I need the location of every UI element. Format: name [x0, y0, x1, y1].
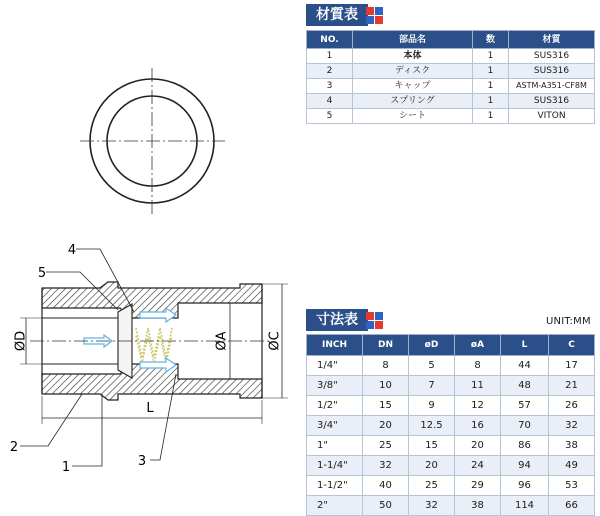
cell-no: 3 — [307, 79, 353, 94]
label-part-1: 1 — [61, 460, 71, 475]
cell-dn: 32 — [363, 456, 409, 476]
cell-l: 96 — [501, 476, 549, 496]
cell-material: SUS316 — [509, 64, 595, 79]
label-part-5: 5 — [37, 266, 47, 281]
materials-title-bar — [306, 4, 368, 26]
materials-title: 材質表 — [306, 4, 368, 26]
accent-square-red-2 — [375, 16, 383, 24]
end-view — [80, 68, 225, 215]
dimensions-title: 寸法表 — [306, 309, 368, 331]
label-part-2: 2 — [9, 440, 19, 455]
cell-qty: 1 — [473, 79, 509, 94]
dimensions-header-dn: DN — [363, 335, 409, 356]
cell-c: 49 — [549, 456, 595, 476]
cell-material: SUS316 — [509, 94, 595, 109]
accent-square-blue-2 — [366, 321, 374, 329]
table-row — [307, 476, 595, 496]
cell-dn: 20 — [363, 416, 409, 436]
cell-no: 2 — [307, 64, 353, 79]
table-row — [307, 496, 595, 516]
cell-od: 25 — [409, 476, 455, 496]
dimensions-title-bar — [306, 309, 368, 331]
accent-square-red — [366, 7, 374, 15]
cell-material: ASTM-A351-CF8M — [509, 79, 595, 94]
cell-dn: 10 — [363, 376, 409, 396]
table-row — [307, 456, 595, 476]
cell-l: 70 — [501, 416, 549, 436]
cell-material: SUS316 — [509, 49, 595, 64]
cell-oa: 20 — [455, 436, 501, 456]
accent-square-blue — [375, 7, 383, 15]
label-dim-l: L — [146, 401, 154, 416]
table-row — [307, 49, 595, 64]
table-row — [307, 109, 595, 124]
label-part-4: 4 — [67, 243, 77, 258]
cell-inch: 1" — [307, 436, 363, 456]
cell-inch: 1-1/2" — [307, 476, 363, 496]
cell-part: 本体 — [353, 49, 473, 64]
cell-inch: 1/2" — [307, 396, 363, 416]
cell-no: 1 — [307, 49, 353, 64]
cell-inch: 3/8" — [307, 376, 363, 396]
cell-oa: 29 — [455, 476, 501, 496]
cell-od: 9 — [409, 396, 455, 416]
unit-label: UNIT:MM — [546, 316, 591, 327]
cell-od: 32 — [409, 496, 455, 516]
cell-l: 86 — [501, 436, 549, 456]
cell-inch: 1/4" — [307, 356, 363, 376]
materials-header-part: 部品名 — [353, 31, 473, 49]
cell-c: 17 — [549, 356, 595, 376]
cell-l: 48 — [501, 376, 549, 396]
accent-square-red — [366, 312, 374, 320]
table-row — [307, 79, 595, 94]
materials-header-qty: 数 — [473, 31, 509, 49]
cell-c: 53 — [549, 476, 595, 496]
cell-oa: 8 — [455, 356, 501, 376]
cell-c: 21 — [549, 376, 595, 396]
dimensions-header-row — [307, 335, 595, 356]
cell-dn: 50 — [363, 496, 409, 516]
cell-c: 66 — [549, 496, 595, 516]
cell-dn: 15 — [363, 396, 409, 416]
cell-od: 12.5 — [409, 416, 455, 436]
accent-square-blue-2 — [366, 16, 374, 24]
cell-qty: 1 — [473, 49, 509, 64]
leader-2 — [20, 394, 82, 446]
cell-l: 44 — [501, 356, 549, 376]
label-dim-d: ØD — [13, 330, 29, 352]
cell-part: スプリング — [353, 94, 473, 109]
table-row — [307, 376, 595, 396]
cell-inch: 2" — [307, 496, 363, 516]
leader-1 — [72, 394, 102, 466]
dimensions-header-oa: øA — [455, 335, 501, 356]
table-row — [307, 356, 595, 376]
cell-qty: 1 — [473, 109, 509, 124]
cell-c: 32 — [549, 416, 595, 436]
cell-oa: 12 — [455, 396, 501, 416]
table-row — [307, 94, 595, 109]
cell-oa: 16 — [455, 416, 501, 436]
cell-oa: 38 — [455, 496, 501, 516]
dimensions-header-l: L — [501, 335, 549, 356]
cell-l: 57 — [501, 396, 549, 416]
cell-od: 7 — [409, 376, 455, 396]
technical-drawing — [0, 0, 300, 509]
cell-inch: 3/4" — [307, 416, 363, 436]
materials-header-material: 材質 — [509, 31, 595, 49]
materials-header-no: NO. — [307, 31, 353, 49]
accent-square-blue — [375, 312, 383, 320]
label-dim-a: ØA — [214, 331, 230, 351]
body-wall-bottom — [42, 364, 262, 400]
table-row — [307, 64, 595, 79]
spring — [136, 328, 172, 358]
label-dim-c: ØC — [267, 331, 283, 351]
cell-oa: 11 — [455, 376, 501, 396]
materials-table — [306, 30, 595, 124]
cell-inch: 1-1/4" — [307, 456, 363, 476]
cell-dn: 8 — [363, 356, 409, 376]
table-row — [307, 416, 595, 436]
table-row — [307, 436, 595, 456]
cell-l: 94 — [501, 456, 549, 476]
cell-l: 114 — [501, 496, 549, 516]
cell-od: 5 — [409, 356, 455, 376]
dimensions-header-c: C — [549, 335, 595, 356]
cell-oa: 24 — [455, 456, 501, 476]
cell-qty: 1 — [473, 64, 509, 79]
label-part-3: 3 — [137, 454, 147, 469]
cell-no: 4 — [307, 94, 353, 109]
materials-header-row — [307, 31, 595, 49]
cell-c: 26 — [549, 396, 595, 416]
cell-part: シート — [353, 109, 473, 124]
cell-part: キャップ — [353, 79, 473, 94]
dimensions-header-od: øD — [409, 335, 455, 356]
cell-qty: 1 — [473, 94, 509, 109]
cell-od: 15 — [409, 436, 455, 456]
cell-part: ディスク — [353, 64, 473, 79]
cell-dn: 40 — [363, 476, 409, 496]
accent-square-red-2 — [375, 321, 383, 329]
section-view — [20, 249, 288, 466]
dimensions-table — [306, 334, 595, 516]
dimensions-header-inch: INCH — [307, 335, 363, 356]
cell-od: 20 — [409, 456, 455, 476]
cell-c: 38 — [549, 436, 595, 456]
table-row — [307, 396, 595, 416]
cell-dn: 25 — [363, 436, 409, 456]
cell-material: VITON — [509, 109, 595, 124]
cell-no: 5 — [307, 109, 353, 124]
